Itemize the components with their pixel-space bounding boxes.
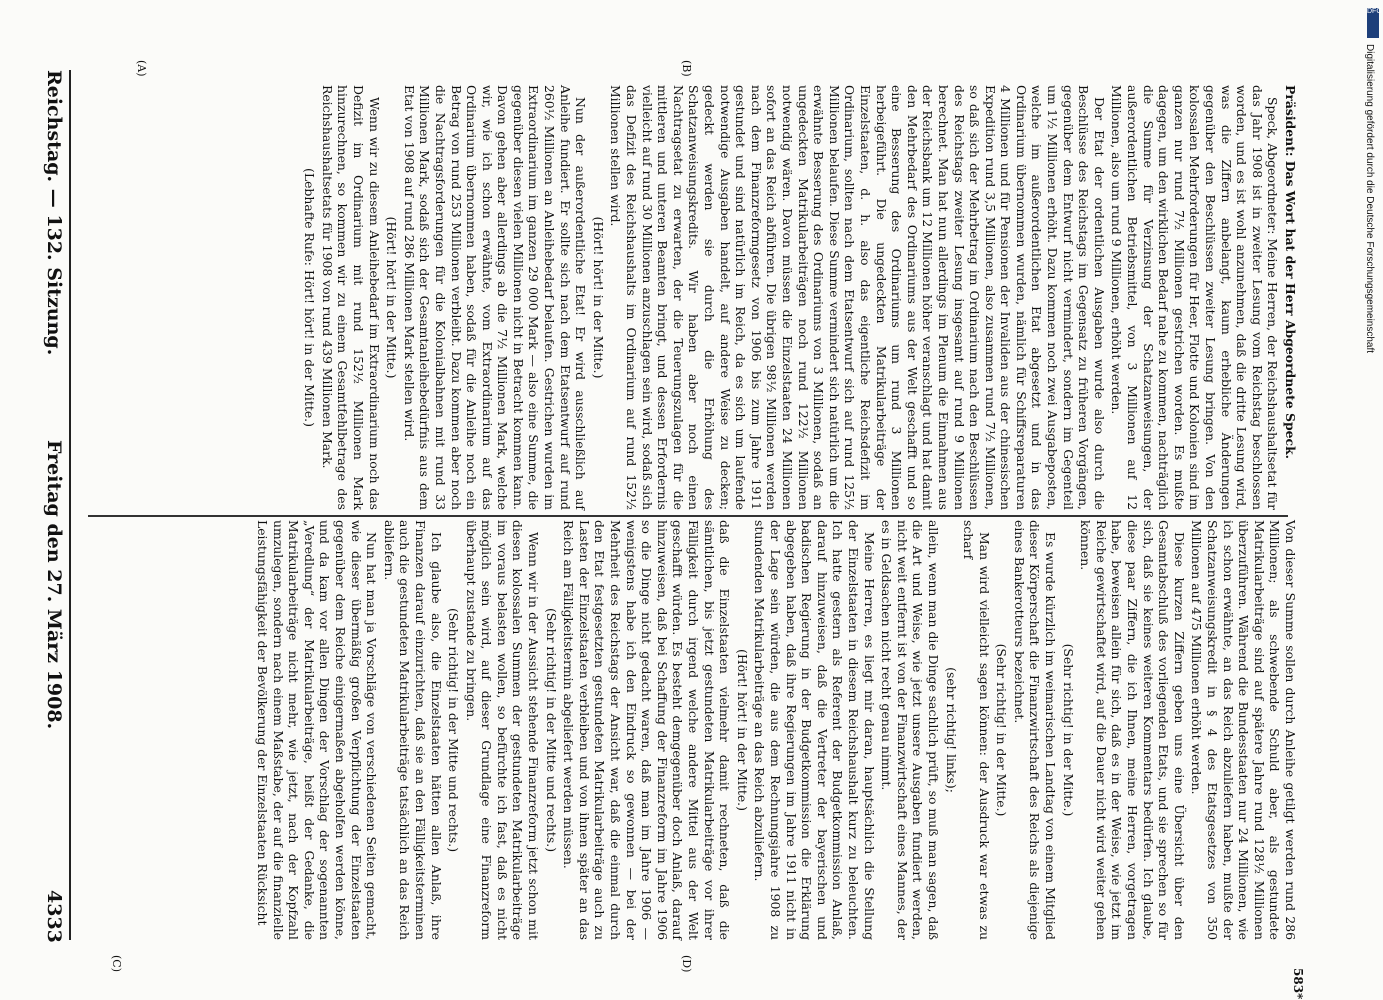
text-column-left [83,85,1298,510]
margin-mark-b: (B) [680,60,693,77]
interjection: (Sehr richtig! in der Mitte und rechts.) [446,607,462,853]
margin-mark-a: (A) [135,60,148,77]
paragraph: Speck, Abgeordneter: Meine Herren, der Reichshaushaltsetat für das Jahr 1908 ist in zweiter Lesung vom Reichstag beschlossen worden, und es ist wohl anzunehmen, daß die dritte Lesung wird, was die Ziffern anbelangt, kaum erhebliche Änderungen gegenüber den Beschlüssen zweiter Lesung bringen. Von den kolossalen Mehrforderungen für Heer, Flotte und Kolonien sind im ganzen nur rund 7½ Millionen gestrichen worden. Es mußte dagegen, um den wirklichen Bedarf nahe zu kommen, nachträglich die Summe für Verzinsung der Schatzanweisungen, der außerordentlichen Betriebsmittel, von 3 Millionen auf 12 Millionen, also um rund 9 Millionen, erhöht werden. [1109,85,1281,510]
column-divider [88,515,1288,517]
paragraph: Nun der außerordentliche Etat! Er wird ausschließlich auf Anleihe fundiert. Er sollte sich nach dem Etatsentwurf auf rund 260½ Millionen an Anleihebedarf belaufen. Gestrichen wurden im Extraordinarium im ganzen 29 000 Mark — also eine Summe, die gegenüber diesen vielen Millionen nicht in Betracht kommen kann. Davon gehen aber allerdings ab die 7½ Millionen Mark, welche wir, wie ich schon erwähnte, vom Extraordinarium auf das Ordinarium übernommen haben, sodaß für die Anleihe noch ein Betrag von rund 253 Millionen verbleibt. Dazu kommen aber noch die Nachtragsforderungen für die Kolonialbahnen mit rund 33 Millionen Mark, sodaß sich der Gesamtanleihebedürfnis aus dem Etat von 1908 auf rund 286 Millionen Mark stellen wird. [401,85,589,510]
credit-text: Digitalisierung gefördert durch die Deutsche Forschungsgemeinschaft [1364,44,1375,354]
digitization-credit [1361,44,1379,664]
paragraph: Nun hat man ja Vorschläge von verschiedenen Seiten gemacht, wie dieser übermäßig großen Verpflichtung der Einzelstaaten gegenüber dem Reiche einigermaßen abgeholfen werden könne, und da kam vor allen Dingen der Vorschlag der sogenannten „Veredlung“ der Matrikularbeiträge, heißt der Gedanke, die Matrikularbeiträge nicht mehr, wie jetzt, nach der Kopfzahl umzulegen, sondern nach einem Maßstabe, der auf die finanzielle Leistungsfähigkeit der Bevölkerung der Einzelstaaten Rücksicht [255,520,380,940]
interjection: (Sehr richtig! in der Mitte und rechts.) [543,607,559,853]
dfg-logo: DFG [1367,8,1379,38]
text-column-right [83,520,1298,940]
paragraph: Wenn wir in der Aussicht stehende Finanzreform jetzt schon mit diesen kolossalen Summen der gestundeten Matrikularbeiträge im voraus belasten wollen, so befürchte ich fast, daß es nicht möglich sein wird, auf dieser Grundlage eine Finanzreform überhaupt zustande zu bringen. [463,520,542,940]
margin-mark-c: (C) [110,955,123,972]
paragraph: allein, wenn man die Dinge sachlich prüft, so muß man sagen, daß die Art und Weise, wie jetzt unsere Ausgaben fundiert werden, nicht weit entfernt ist von der Finanzwirtschaft eines Mannes, der es in Geldsachen nicht recht genau nimmt. [879,520,941,940]
interjection: (Hört! hört! in der Mitte.) [590,216,606,379]
paragraph: Von dieser Summe sollen durch Anleihe getilgt werden rund 286 Millionen; als schwebende Schuld aber, als gestundete Matrikularbeiträge sind auf spätere Jahre rund 128½ Millionen überzuführen. Während die Bundesstaaten nur 24 Millionen, wie ich schon erwähnte, an das Reich abzuliefern haben, mußte der Schatzanweisungskredit in § 4 des Etatsgesetzes von 350 Millionen auf 475 Millionen erhöht werden. [1189,520,1298,940]
paragraph: daß die Einzelstaaten vielmehr damit rechneten, daß die sämtlichen, bis jetzt gestundeten Matrikularbeiträge vor ihrer Fälligkeit durch irgend welche andere Mittel aus der Welt geschafft würden. Es besteht demgegenüber doch Anlaß, darauf hinzuweisen, daß bei Schaffung der Finanzreform im Jahre 1906 so die Dinge nicht gedacht waren, daß man im Jahre 1906 — wenigstens habe ich den Eindruck so gewonnen — bei der Mehrheit des Reichstags der Ansicht war, daß die einmal durch den Etat festgesetzten gestundeten Matrikularbeiträge auch zu Lasten der Einzelstaaten verbleiben und von ihnen später an das Reich am Fälligkeitstermin abgeliefert werden müssen. [561,520,733,940]
paragraph: Ich glaube also, die Einzelstaaten hätten allen Anlaß, ihre Finanzen darauf einzurichten, daß sie an den Fälligkeitsterminen auch die gestundeten Matrikularbeiträge tatsächlich an das Reich abliefern. [381,520,444,940]
paragraph: Meine Herren, es liegt mir daran, hauptsächlich die Stellung der Einzelstaaten in diesem Reichshaushalt kurz zu beleuchten. Ich hatte gestern als Referent der Budgetkommission Anlaß, darauf hinzuweisen, daß die Vertreter der bayerischen und badischen Regierung in der Budgetkommission die Erklärung abgegeben haben, daß ihre Regierungen im Jahre 1911 nicht in der Lage sein würden, die aus dem Rechnungsjahre 1908 zu stundenden Matrikularbeiträge an das Reich abzuliefern. [752,520,877,940]
interjection: (Lebhafte Rufe: Hört! hört! in der Mitte.) [302,168,318,427]
running-header-session: Reichstag. — 132. Sitzung. [43,70,65,356]
margin-mark-d: (D) [680,955,693,973]
interjection: (Sehr richtig! in der Mitte.) [1060,643,1076,817]
paragraph: Es wurde kürzlich im weimarischen Landtag von einem Mitglied dieser Körperschaft die Finanzwirtschaft des Reichs als diejenige eines Bankerotteurs bezeichnet. [1011,520,1059,940]
signature-mark: 583* [1291,968,1305,1000]
header-rule [69,70,71,940]
paragraph: Präsident: Das Wort hat der Herr Abgeordnete Speck. [1283,85,1298,459]
interjection: (Hört! hört! in der Mitte.) [384,216,400,379]
interjection: (Hört! hört! in der Mitte.) [734,649,750,811]
paragraph: Man wird vielleicht sagen können: der Ausdruck war etwas zu scharf [961,520,992,940]
interjection: (Sehr richtig! in der Mitte.) [994,643,1010,817]
interjection: (sehr richtig! links); [943,667,959,793]
paragraph: Wenn wir zu diesem Anleihebedarf im Extraordinarium noch das Defizit im Ordinarium mit rund 152½ Millionen Mark hinzurechnen, so kommen wir zu einem Gesamtfehlbetrage des Reichshaushaltsetats für 1908 von rund 439 Millionen Mark. [319,85,382,510]
page-number: 4333 [43,890,65,943]
running-header-date: Freitag den 27. März 1908. [43,440,65,730]
paragraph: Der Etat der ordentlichen Ausgaben wurde also durch die Beschlüsse des Reichstags im Gegensatz zu früheren Vorgängen, gegenüber dem Entwurf nicht vermindert, sondern im Gegenteil um 1½ Millionen erhöht. Dazu kommen noch zwei Ausgabeposten, welche im außerordentlichen Etat abgesetzt und in das Ordinarium übernommen wurden, nämlich für Schiffsreparaturen 4 Millionen und für Pensionen der Invaliden aus der chinesischen Expedition rund 3,5 Millionen, also zusammen rund 7½ Millionen, so daß sich der Mehrbetrag im Ordinarium nach den Beschlüssen des Reichstags zweiter Lesung insgesamt auf rund 9 Millionen berechnet. Man hat nun allerdings im Plenum die Einnahmen aus der Reichsbank um 12 Millionen höher veranschlagt und hat damit den Mehrbedarf des Ordinariums aus der Welt geschafft und so eine Besserung des Ordinariums um rund 3 Millionen herbeigeführt. Die ungedeckten Matrikularbeiträge der Einzelstaaten, d. h. also das eigentliche Reichsdefizit im Ordinarium, sollten nach dem Etatsentwurf sich auf rund 125½ Millionen belaufen. Diese Summe vermindert sich natürlich um die erwähnte Besserung des Ordinariums von 3 Millionen, sodaß an ungedeckten Matrikularbeiträgen noch rund 122½ Millionen notwendig wären. Davon müssen die Einzelstaaten 24 Millionen sofort an das Reich abführen. Die übrigen 98½ Millionen werden nach dem Finanzreformgesetz von 1906 bis zum Jahre 1911 gestundet und sind natürlich im Reich, da es sich um laufende notwendige Ausgaben handelt, auf andere Weise zu decken; gedeckt werden sie durch die Erhöhung des Schatzanweisungskredits. Wir haben aber noch einen Nachtragsetat zu erwarten, der die Teuerungszulagen für die mittleren und unteren Beamten bringt, und dessen Erfordernis vielleicht auf rund 30 Millionen anzuschlagen sein wird, sodaß sich das Defizit des Reichshaushalts im Ordinarium auf rund 152½ Millionen stellen wird. [608,85,1107,510]
paragraph: Diese kurzen Ziffern geben uns eine Übersicht über den Gesamtabschluß des vorliegenden Etats, und sie sprechen so für sich, daß sie keines weiteren Kommentars bedürfen. Ich glaube, diese paar Ziffern, die ich Ihnen, meine Herren, vorgetragen habe, beweisen allein für sich, daß es in der Weise, wie jetzt im Reiche gewirtschaftet wird, auf die Dauer nicht wird weiter gehen können. [1078,520,1187,940]
